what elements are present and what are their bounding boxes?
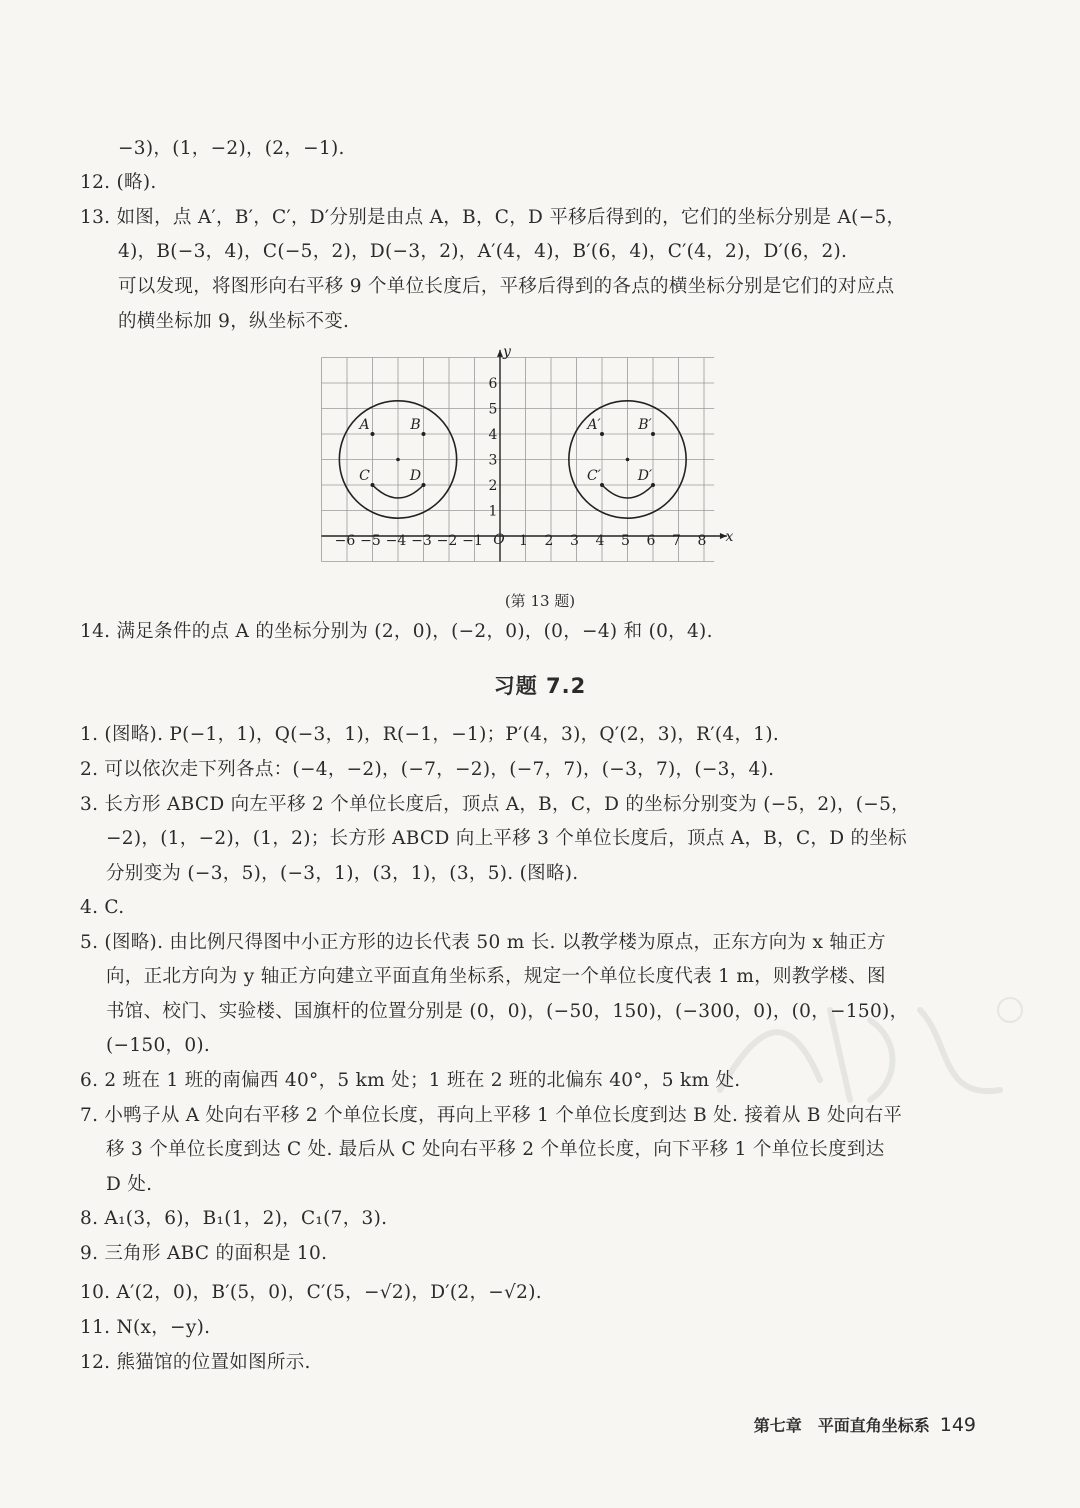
point-label: B′ <box>638 417 652 433</box>
y-tick-label: 5 <box>488 401 498 418</box>
y-tick-label: 6 <box>488 376 498 392</box>
answer-line: 9. 三角形 ABC 的面积是 10. <box>80 1243 328 1264</box>
origin-label: O <box>493 532 505 548</box>
left-face-point <box>371 483 375 487</box>
answer-line: 分别变为 (−3，5)，(−3，1)，(3，1)，(3，5). (图略). <box>106 863 579 884</box>
answer-line: 12. 熊猫馆的位置如图所示. <box>80 1352 311 1373</box>
y-tick-label: 1 <box>488 503 498 520</box>
answer-line: 14. 满足条件的点 A 的坐标分别为 (2，0)，(−2，0)，(0，−4) 和 (0，4). <box>80 621 713 642</box>
point-label: D <box>409 468 422 484</box>
x-tick-label: −5 <box>360 533 381 549</box>
answer-line: 11. N(x，−y). <box>80 1317 211 1338</box>
answer-line: 7. 小鸭子从 A 处向右平移 2 个单位长度，再向上平移 1 个单位长度到达 B 处. 接着从 B 处向右平 <box>80 1105 903 1126</box>
y-tick-label: 2 <box>488 478 498 494</box>
watermark-logo <box>700 980 1030 1120</box>
point-label: B <box>410 417 421 433</box>
x-tick-label: 2 <box>544 533 554 549</box>
left-face-point <box>422 432 426 436</box>
answer-line: 4)，B(−3，4)，C(−5，2)，D(−3，2)，A′(4，4)，B′(6，4)，C′(4，2)，D′(6，2). <box>118 241 848 262</box>
x-tick-label: −6 <box>334 533 356 549</box>
answer-line: 的横坐标加 9，纵坐标不变. <box>118 311 350 332</box>
point-label: C <box>359 468 370 484</box>
answer-line: 书馆、校门、实验楼、国旗杆的位置分别是 (0，0)，(−50，150)，(−300，0)，(0，−150)， <box>106 1001 909 1022</box>
answer-line: D 处. <box>106 1174 153 1195</box>
y-axis-label: y <box>503 346 511 360</box>
x-axis-label: x <box>725 529 734 545</box>
answer-line: 6. 2 班在 1 班的南偏西 40°，5 km 处；1 班在 2 班的北偏东 40°，5 km 处. <box>80 1070 741 1091</box>
right-face-center <box>626 458 630 462</box>
answer-line: 13. 如图，点 A′，B′，C′，D′分别是由点 A，B，C，D 平移后得到的，它们的坐标分别是 A(−5， <box>80 207 906 228</box>
x-tick-label: 6 <box>646 533 656 549</box>
answer-line: 可以发现，将图形向右平移 9 个单位长度后，平移后得到的各点的横坐标分别是它们的对应点 <box>118 276 895 297</box>
x-tick-label: −4 <box>385 533 407 549</box>
answer-line: 4. C. <box>80 897 125 918</box>
page-number: 149 <box>939 1414 976 1436</box>
y-tick-label: 4 <box>488 427 498 443</box>
left-face-center <box>396 458 400 462</box>
point-label: C′ <box>587 468 601 484</box>
answer-line: 12. (略). <box>80 172 157 193</box>
x-tick-label: −2 <box>436 533 458 549</box>
chapter-title: 第七章 平面直角坐标系 <box>753 1416 930 1435</box>
answer-line: 2. 可以依次走下列各点：(−4，−2)，(−7，−2)，(−7，7)，(−3，7)，(−3，4). <box>80 759 775 780</box>
left-face-point <box>422 483 426 487</box>
answer-line: 移 3 个单位长度到达 C 处. 最后从 C 处向右平移 2 个单位长度，向下平移 1 个单位长度到达 <box>106 1139 885 1160</box>
answer-line: 3. 长方形 ABCD 向左平移 2 个单位长度后，顶点 A，B，C，D 的坐标分别变为 (−5，2)，(−5， <box>80 794 910 815</box>
point-label: A <box>359 417 370 433</box>
answer-line: 10. A′(2，0)，B′(5，0)，C′(5，−√2)，D′(2，−√2). <box>80 1282 542 1303</box>
x-tick-label: 5 <box>621 533 630 549</box>
figure-caption: (第 13 题) <box>504 592 576 610</box>
point-label: A′ <box>587 417 601 433</box>
answer-line: −3)，(1，−2)，(2，−1). <box>118 138 345 159</box>
x-tick-label: −1 <box>462 533 483 549</box>
y-tick-label: 3 <box>488 452 498 469</box>
x-tick-label: −3 <box>411 533 432 549</box>
coordinate-figure <box>318 346 748 580</box>
section-title: 习题 7.2 <box>493 674 587 698</box>
answer-line: 8. A₁(3，6)，B₁(1，2)，C₁(7，3). <box>80 1208 388 1229</box>
left-face-point <box>371 432 375 436</box>
x-tick-label: 3 <box>570 533 579 549</box>
page-footer <box>754 1413 976 1438</box>
answer-line: (−150，0). <box>106 1035 211 1056</box>
answer-line: 5. (图略). 由比例尺得图中小正方形的边长代表 50 m 长. 以教学楼为原点，正东方向为 x 轴正方 <box>80 932 886 953</box>
answer-line: −2)，(1，−2)，(1，2)；长方形 ABCD 向上平移 3 个单位长度后，顶点 A，B，C，D 的坐标 <box>106 828 907 849</box>
answer-line: 1. (图略). P(−1，1)，Q(−3，1)，R(−1，−1)；P′(4，3)，Q′(2，3)，R′(4，1). <box>80 724 780 745</box>
x-tick-label: 8 <box>697 533 707 549</box>
x-tick-label: 1 <box>519 533 528 549</box>
x-tick-label: 7 <box>672 533 681 549</box>
x-tick-label: 4 <box>595 533 605 549</box>
point-label: D′ <box>637 468 653 484</box>
answer-line: 向，正北方向为 y 轴正方向建立平面直角坐标系，规定一个单位长度代表 1 m，则教学楼、图 <box>106 966 886 987</box>
